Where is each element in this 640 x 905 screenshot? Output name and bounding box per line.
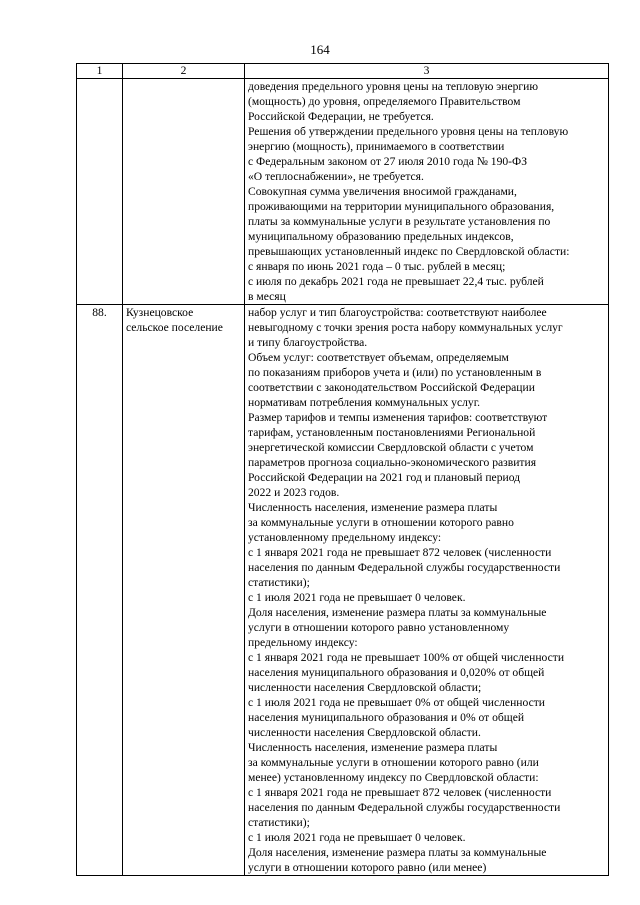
text-line: Совокупная сумма увеличения вносимой гражданами, [248,185,517,198]
municipality-name-line: сельское поселение [126,321,223,334]
row-88-number: 88. [77,305,123,876]
text-line: численности населения Свердловской области; [248,681,482,694]
text-line: с 1 июля 2021 года не превышает 0% от общей численности [248,696,545,709]
text-line: населения муниципального образования и 0% от общей [248,711,525,724]
text-line: с 1 января 2021 года не превышает 872 человек (численности [248,546,552,559]
header-col-1: 1 [77,64,123,79]
text-line: с января по июнь 2021 года – 0 тыс. рублей в месяц; [248,260,506,273]
text-line: Численность населения, изменение размера платы [248,501,498,514]
text-line: Российской Федерации, не требуется. [248,110,434,123]
text-line: менее) установленному индексу по Свердловской области: [248,771,539,784]
text-line: услуги в отношении которого равно (или менее) [248,861,487,874]
text-line: статистики); [248,576,310,589]
page-number: 164 [310,42,330,57]
text-line: за коммунальные услуги в отношении которого равно (или [248,756,539,769]
text-line: доведения предельного уровня цены на тепловую энергию [248,80,539,93]
header-row [77,64,609,79]
text-line: Объем услуг: соответствует объемам, определяемым [248,351,509,364]
text-line: Доля населения, изменение размера платы за коммунальные [248,606,547,619]
header-col-2: 2 [123,64,245,79]
row-cont-number [77,79,123,305]
text-line: с 1 июля 2021 года не превышает 0 человек. [248,831,466,844]
text-line: проживающими на территории муниципального образования, [248,200,555,213]
text-line: (мощность) до уровня, определяемого Правительством [248,95,521,108]
data-table [76,63,609,876]
row-cont-text [245,79,609,305]
text-line: «О теплоснабжении», не требуется. [248,170,424,183]
row-88-name [123,305,245,876]
text-line: по показаниям приборов учета и (или) по установленным в [248,366,542,379]
text-line: энергетической комиссии Свердловской области с учетом [248,441,534,454]
text-line: с 1 июля 2021 года не превышает 0 человек. [248,591,466,604]
table-row-continuation [77,79,609,305]
row-88-text [245,305,609,876]
text-line: Доля населения, изменение размера платы за коммунальные [248,846,547,859]
header-col-3: 3 [245,64,609,79]
text-line: энергию (мощность), принимаемого в соответствии [248,140,505,153]
text-line: в месяц [248,290,286,303]
text-line: предельному индексу: [248,636,358,649]
text-line: параметров прогноза социально-экономического развития [248,456,537,469]
municipality-name-line: Кузнецовское [126,306,194,319]
text-line: за коммунальные услуги в отношении которого равно [248,516,514,529]
text-line: Решения об утверждении предельного уровня цены на тепловую [248,125,569,138]
text-line: с июля по декабрь 2021 года не превышает 22,4 тыс. рублей [248,275,544,288]
text-line: платы за коммунальные услуги в результате установления по [248,215,551,228]
text-line: населения по данным Федеральной службы государственности [248,561,561,574]
text-line: соответствии с законодательством Российской Федерации [248,381,535,394]
text-line: Численность населения, изменение размера платы [248,741,498,754]
text-line: Размер тарифов и темпы изменения тарифов: соответствуют [248,411,548,424]
text-line: с 1 января 2021 года не превышает 100% от общей численности [248,651,565,664]
text-line: и типу благоустройства. [248,336,368,349]
text-line: нормативам потребления коммунальных услуг. [248,396,481,409]
text-line: статистики); [248,816,310,829]
text-line: Российской Федерации на 2021 год и плановый период [248,471,521,484]
text-line: тарифам, установленным постановлениями Региональной [248,426,536,439]
text-line: 2022 и 2023 годов. [248,486,340,499]
text-line: превышающих установленный индекс по Свердловской области: [248,245,570,258]
text-line: набор услуг и тип благоустройства: соответствуют наиболее [248,306,547,319]
row-cont-name [123,79,245,305]
text-line: с 1 января 2021 года не превышает 872 человек (численности [248,786,552,799]
text-line: населения муниципального образования и 0,020% от общей [248,666,545,679]
text-line: численности населения Свердловской области. [248,726,481,739]
text-line: населения по данным Федеральной службы государственности [248,801,561,814]
text-line: с Федеральным законом от 27 июля 2010 года № 190-ФЗ [248,155,528,168]
text-line: установленному предельному индексу: [248,531,442,544]
text-line: муниципальному образованию предельных индексов, [248,230,514,243]
text-line: невыгодному с точки зрения роста набору коммунальных услуг [248,321,563,334]
text-line: услуги в отношении которого равно установленному [248,621,510,634]
table-row-88 [77,305,609,876]
